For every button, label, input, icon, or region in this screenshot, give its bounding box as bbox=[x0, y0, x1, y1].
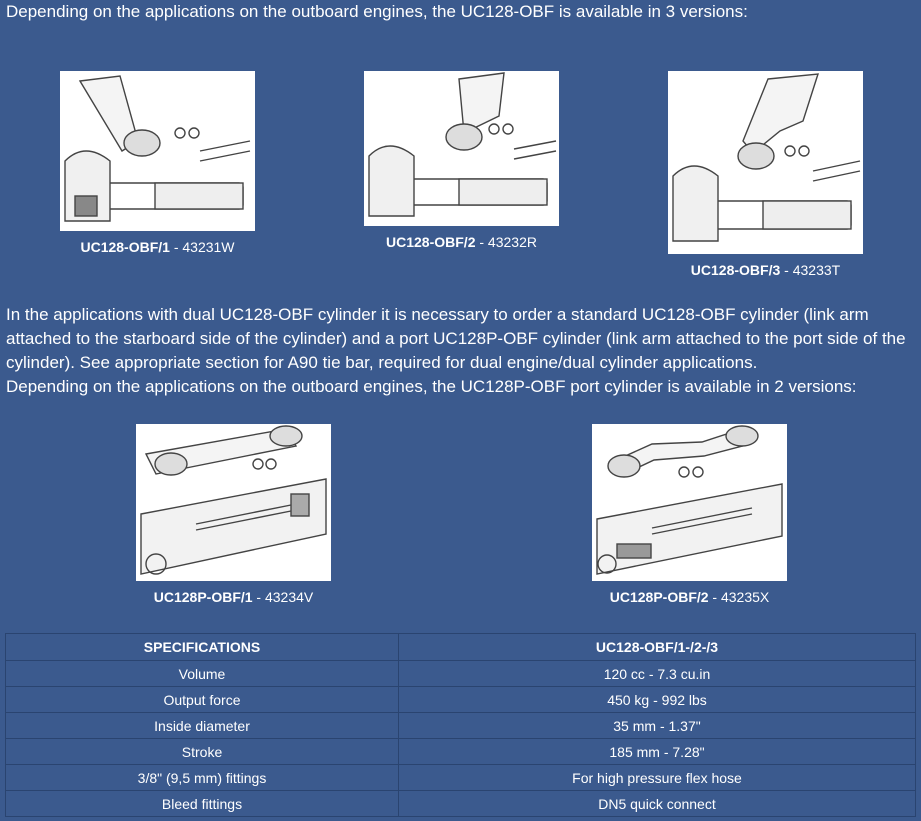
spec-value: DN5 quick connect bbox=[399, 791, 916, 817]
port-cylinder-drawing-icon bbox=[592, 424, 787, 581]
port-cylinder-drawing-icon bbox=[136, 424, 331, 581]
table-row bbox=[6, 765, 916, 791]
table-row bbox=[6, 739, 916, 765]
spec-label: Inside diameter bbox=[6, 713, 399, 739]
product-code: - 43232R bbox=[475, 234, 537, 250]
product-uc128-obf-3 bbox=[648, 71, 883, 278]
product-model: UC128P-OBF/1 bbox=[153, 589, 253, 605]
product-code: - 43234V bbox=[252, 589, 314, 605]
table-row bbox=[6, 687, 916, 713]
spec-label: Volume bbox=[6, 661, 399, 687]
body-paragraph bbox=[6, 303, 911, 399]
specifications-table bbox=[5, 633, 916, 817]
body-line: In the applications with dual UC128-OBF cylinder it is necessary to order a standard UC128-OBF cylinder (link arm attached to the starboard side of the cylinder) and a port UC128P-OBF cylinder (link arm attached to the port side of the cylinder). See appropriate section for A90 tie bar, required for dual engine/dual cylinder applications. bbox=[6, 305, 906, 372]
product-caption bbox=[648, 262, 883, 278]
product-uc128-obf-1 bbox=[40, 71, 275, 255]
product-model: UC128-OBF/2 bbox=[386, 234, 476, 250]
intro-paragraph: Depending on the applications on the outboard engines, the UC128-OBF is available in 3 versions: bbox=[6, 2, 748, 21]
steering-cylinder-drawing-icon bbox=[668, 71, 863, 254]
spec-label: Stroke bbox=[6, 739, 399, 765]
spec-label: Output force bbox=[6, 687, 399, 713]
spec-value: For high pressure flex hose bbox=[399, 765, 916, 791]
product-model: UC128-OBF/1 bbox=[80, 239, 170, 255]
product-code: - 43235X bbox=[708, 589, 770, 605]
spec-value: 35 mm - 1.37" bbox=[399, 713, 916, 739]
product-code: - 43233T bbox=[780, 262, 841, 278]
product-uc128p-obf-2 bbox=[572, 424, 807, 605]
column-header: SPECIFICATIONS bbox=[6, 634, 399, 661]
product-caption bbox=[116, 589, 351, 605]
product-model: UC128-OBF/3 bbox=[690, 262, 781, 278]
body-line: Depending on the applications on the outboard engines, the UC128P-OBF port cylinder is available in 2 versions: bbox=[6, 377, 857, 396]
spec-label: 3/8" (9,5 mm) fittings bbox=[6, 765, 399, 791]
product-caption bbox=[40, 239, 275, 255]
table-row bbox=[6, 713, 916, 739]
spec-label: Bleed fittings bbox=[6, 791, 399, 817]
steering-cylinder-drawing-icon bbox=[60, 71, 255, 231]
spec-value: 120 cc - 7.3 cu.in bbox=[399, 661, 916, 687]
steering-cylinder-drawing-icon bbox=[364, 71, 559, 226]
product-uc128-obf-2 bbox=[344, 71, 579, 250]
table-header-row bbox=[6, 634, 916, 661]
column-header: UC128-OBF/1-/2-/3 bbox=[399, 634, 916, 661]
table-row bbox=[6, 791, 916, 817]
spec-value: 450 kg - 992 lbs bbox=[399, 687, 916, 713]
product-caption bbox=[572, 589, 807, 605]
product-caption bbox=[344, 234, 579, 250]
product-model: UC128P-OBF/2 bbox=[609, 589, 709, 605]
table-row bbox=[6, 661, 916, 687]
product-uc128p-obf-1 bbox=[116, 424, 351, 605]
spec-value: 185 mm - 7.28" bbox=[399, 739, 916, 765]
product-code: - 43231W bbox=[169, 239, 235, 255]
